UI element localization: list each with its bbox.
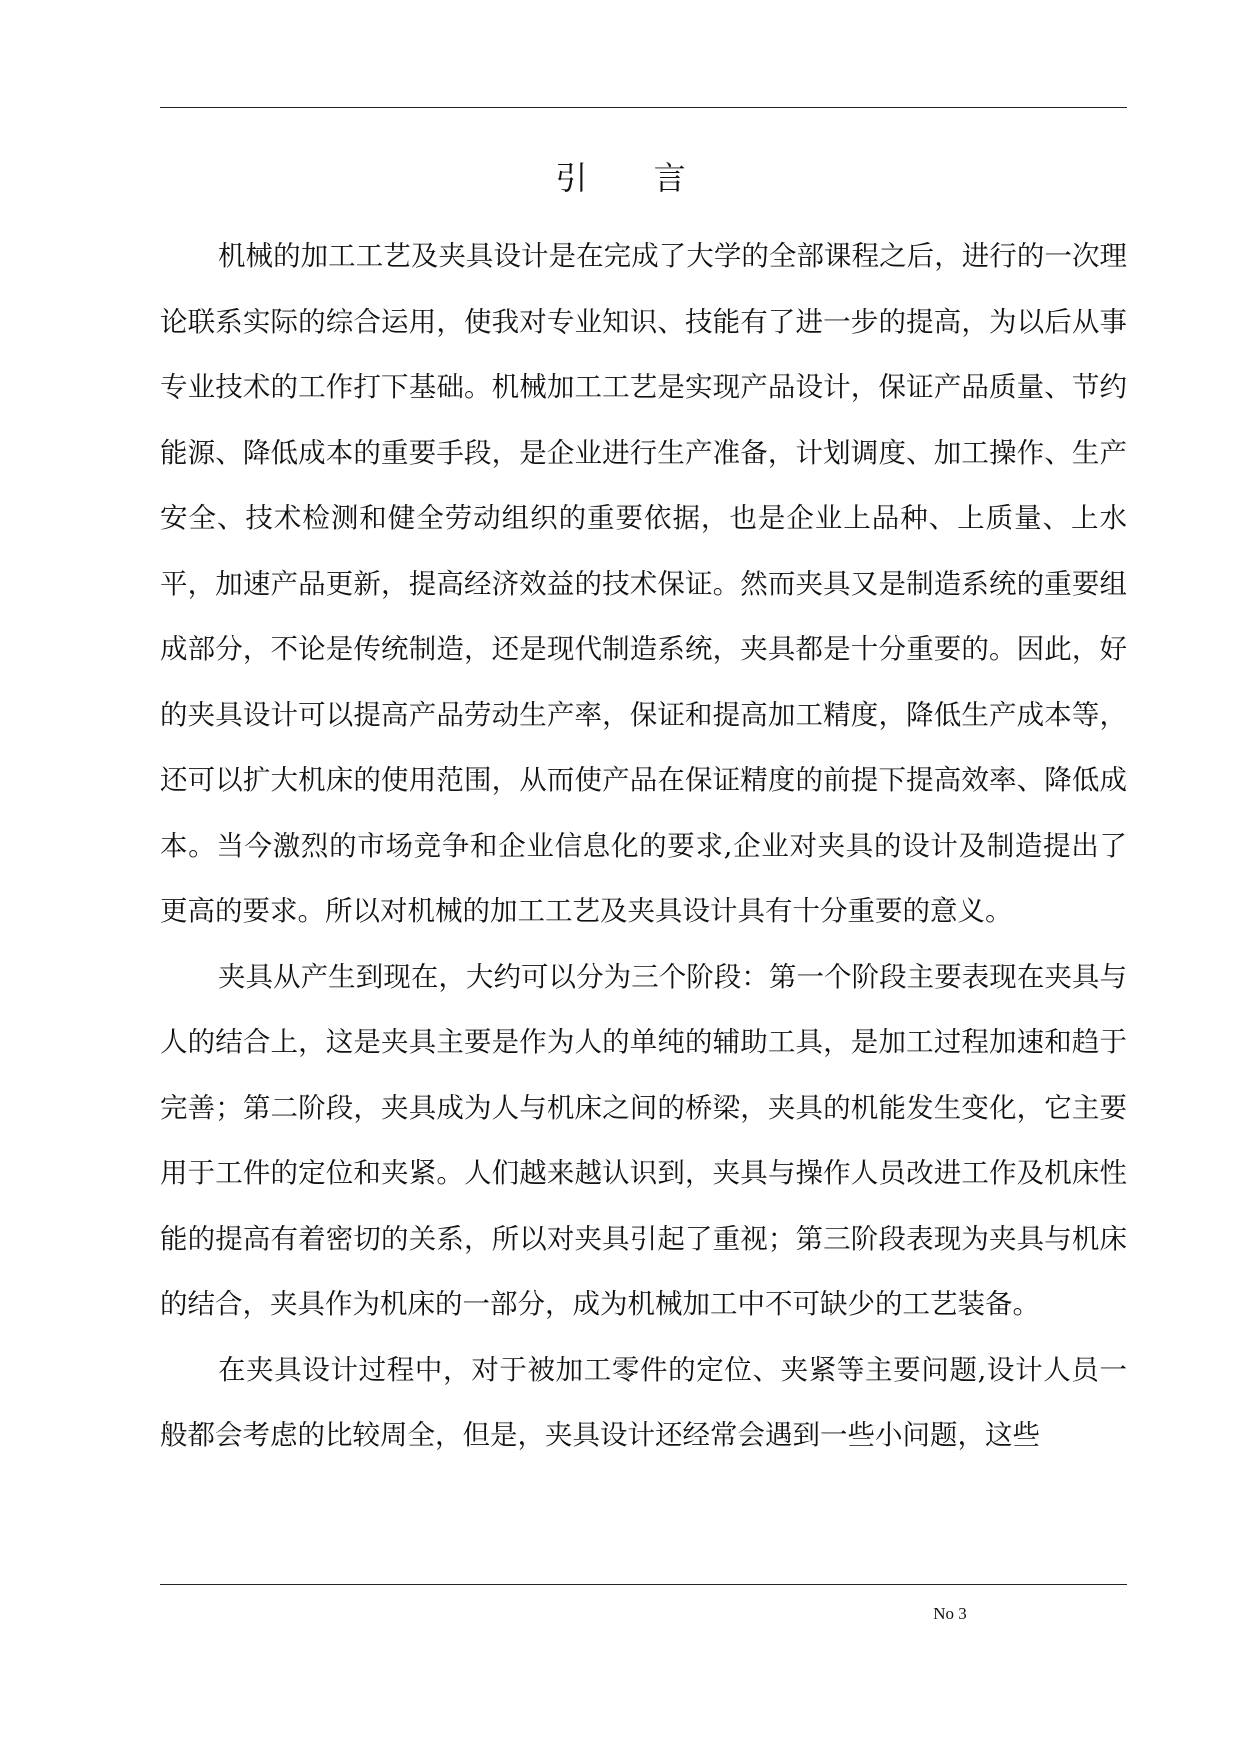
section-title: 引 言 — [555, 159, 714, 197]
paragraph-2: 夹具从产生到现在，大约可以分为三个阶段：第一个阶段主要表现在夹具与人的结合上，这是夹具主要是作为人的单纯的辅助工具，是加工过程加速和趋于完善；第二阶段，夹具成为人与机床之间的桥梁，夹具的机能发生变化，它主要用于工件的定位和夹紧。人们越来越认识到，夹具与操作人员改进工作及机床性能的提高有着密切的关系，所以对夹具引起了重视；第三阶段表现为夹具与机床的结合，夹具作为机床的一部分，成为机械加工中不可缺少的工艺装备。 — [160, 960, 1127, 1320]
footer-rule — [160, 1584, 1127, 1585]
page-number: No 3 — [933, 1604, 967, 1623]
header-rule — [160, 107, 1127, 108]
paragraph-1: 机械的加工工艺及夹具设计是在完成了大学的全部课程之后，进行的一次理论联系实际的综合运用，使我对专业知识、技能有了进一步的提高，为以后从事专业技术的工作打下基础。机械加工工艺是实现产品设计，保证产品质量、节约能源、降低成本的重要手段，是企业进行生产准备，计划调度、加工操作、生产安全、技术检测和健全劳动组织的重要依据，也是企业上品种、上质量、上水平，加速产品更新，提高经济效益的技术保证。然而夹具又是制造系统的重要组成部分，不论是传统制造，还是现代制造系统，夹具都是十分重要的。因此，好的夹具设计可以提高产品劳动生产率，保证和提高加工精度，降低生产成本等，还可以扩大机床的使用范围，从而使产品在保证精度的前提下提高效率、降低成本。当今激烈的市场竞争和企业信息化的要求,企业对夹具的设计及制造提出了更高的要求。所以对机械的加工工艺及夹具设计具有十分重要的意义。 — [160, 240, 1127, 927]
body-text — [160, 224, 1127, 1469]
paragraph-3: 在夹具设计过程中，对于被加工零件的定位、夹紧等主要问题,设计人员一般都会考虑的比较周全，但是，夹具设计还经常会遇到一些小问题，这些 — [160, 1353, 1127, 1451]
